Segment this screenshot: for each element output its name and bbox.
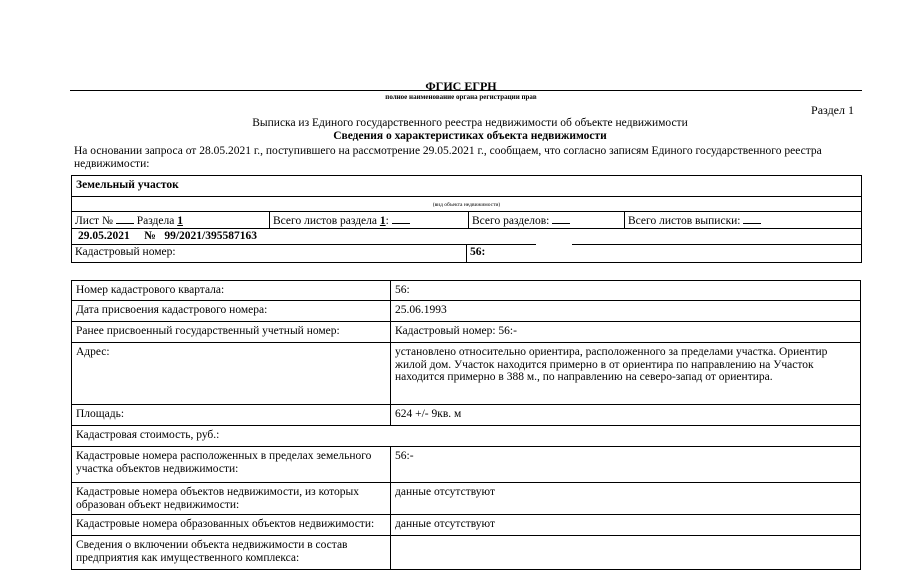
- number-label: №: [144, 230, 156, 242]
- cadastral-value-cell: [466, 245, 861, 262]
- table-row: [72, 536, 861, 570]
- total-sheets-section-cell: Всего листов раздела 1:: [269, 212, 468, 228]
- row-value: данные отсутствуют: [391, 483, 861, 515]
- row-value: 56:-: [391, 447, 861, 483]
- table-row: [72, 447, 861, 483]
- table-row: [72, 515, 861, 536]
- table-row: [72, 483, 861, 515]
- extract-number: 99/2021/395587163: [164, 230, 257, 242]
- table-row: [72, 405, 861, 426]
- intro-text: На основании запроса от 28.05.2021 г., поступившего на рассмотрение 29.05.2021 г., сообщаем, что согласно записям Единого государственного реестра недвижимости:: [74, 145, 822, 170]
- table-row: [72, 343, 861, 405]
- row-value: установлено относительно ориентира, расположенного за пределами участка. Ориентир жилой дом. Участок находится примерно в от ориентира по направлению на Участок находится примерно в 388 м., по направлению на северо-запад от ориентира.: [391, 343, 861, 405]
- row-key: Номер кадастрового квартала:: [72, 281, 391, 301]
- row-key: Адрес:: [72, 343, 391, 405]
- total-sheets-section-label: Всего листов раздела: [273, 215, 377, 227]
- characteristics-table: [71, 280, 861, 570]
- sheet-label: Лист №: [75, 215, 113, 227]
- row-value: 25.06.1993: [391, 301, 861, 322]
- total-sections-label: Всего разделов:: [472, 215, 550, 227]
- registry-org-name: ФГИС ЕГРН: [425, 79, 497, 93]
- total-sheets-section-blank: [392, 213, 410, 224]
- header-block: [71, 175, 862, 263]
- row-value: Кадастровый номер: 56:-: [391, 322, 861, 343]
- date-number-row: [72, 229, 861, 245]
- document-subheading: Сведения о характеристиках объекта недвижимости: [333, 130, 607, 142]
- row-key: Ранее присвоенный государственный учетный номер:: [72, 322, 391, 343]
- cadastral-label: Кадастровый номер:: [75, 246, 176, 258]
- row-value: [391, 426, 861, 447]
- sheet-number-cell: [72, 212, 269, 228]
- cadastral-value: 56:: [470, 246, 486, 258]
- org-caption: полное наименование органа регистрации прав: [385, 93, 537, 101]
- total-sections-cell: [468, 212, 624, 228]
- row-key: Кадастровая стоимость, руб.:: [72, 426, 391, 447]
- row-value: 624 +/- 9кв. м: [391, 405, 861, 426]
- row-value: 56:: [391, 281, 861, 301]
- section-number: 1: [177, 215, 183, 227]
- row-value: данные отсутствуют: [391, 515, 861, 536]
- total-sheets-cell: [624, 212, 861, 228]
- total-sheets-blank: [743, 213, 761, 224]
- row-key: Кадастровые номера расположенных в пределах земельного участка объектов недвижимости:: [72, 447, 391, 483]
- total-sheets-label: Всего листов выписки:: [628, 215, 741, 227]
- table-row: [72, 281, 861, 301]
- row-key: Площадь:: [72, 405, 391, 426]
- row-key: Кадастровые номера объектов недвижимости, из которых образован объект недвижимости:: [72, 483, 391, 515]
- table-row: [72, 301, 861, 322]
- object-type-caption-row: [72, 197, 861, 212]
- total-sheets-section-value: 1: [379, 215, 386, 227]
- table-row: [72, 426, 861, 447]
- object-type-row: [72, 176, 861, 197]
- org-underline: [70, 90, 862, 91]
- section-of-label: Раздела: [136, 215, 175, 227]
- object-type-caption: (вид объекта недвижимости): [432, 202, 501, 208]
- object-type: Земельный участок: [76, 179, 179, 191]
- row-key: Сведения о включении объекта недвижимости в состав предприятия как имущественного комплекса:: [72, 536, 391, 570]
- section-label: Раздел 1: [811, 103, 854, 117]
- total-sections-blank: [552, 213, 570, 224]
- document-heading: Выписка из Единого государственного реестра недвижимости об объекте недвижимости: [252, 117, 688, 129]
- redaction-patch: [536, 236, 572, 246]
- extract-date: 29.05.2021: [78, 230, 130, 242]
- sheet-blank: [116, 213, 134, 224]
- table-row: [72, 322, 861, 343]
- cadastral-row: [72, 245, 861, 263]
- row-key: Кадастровые номера образованных объектов недвижимости:: [72, 515, 391, 536]
- sheets-row: [72, 212, 861, 229]
- cadastral-label-cell: [72, 245, 466, 262]
- row-key: Дата присвоения кадастрового номера:: [72, 301, 391, 322]
- row-value: [391, 536, 861, 570]
